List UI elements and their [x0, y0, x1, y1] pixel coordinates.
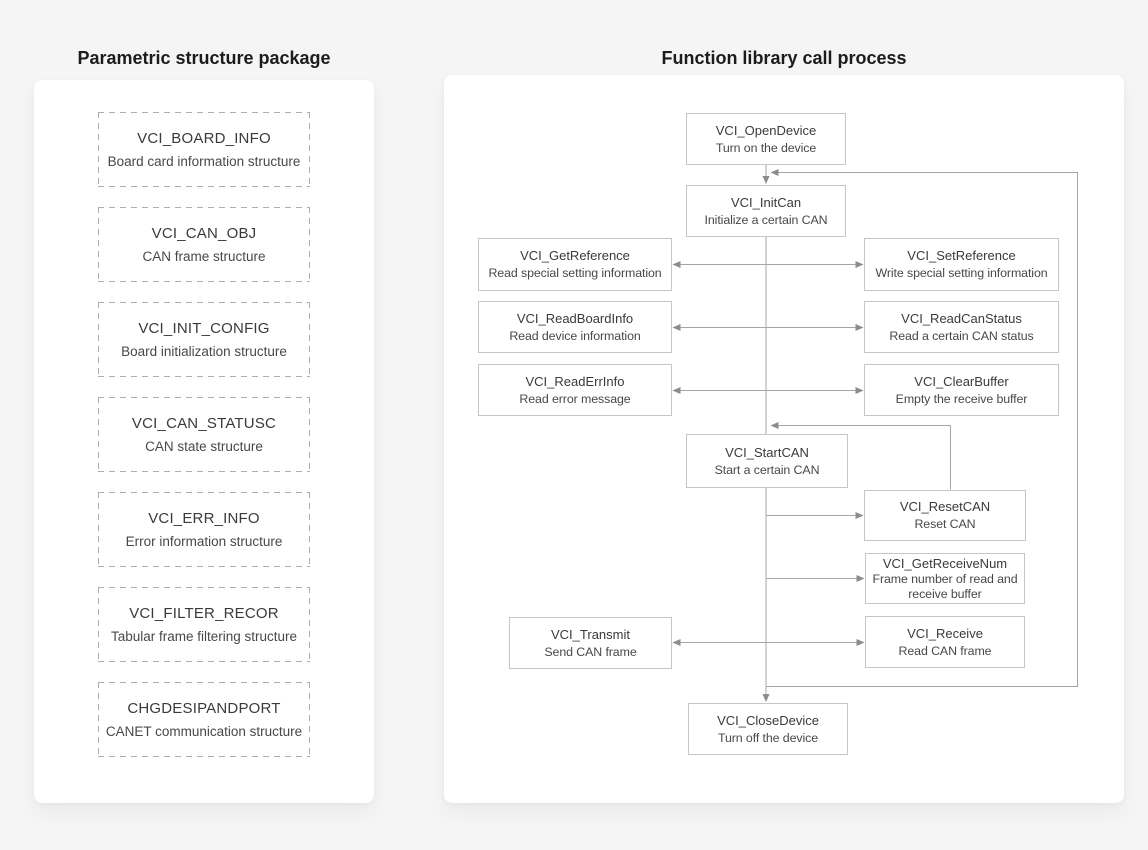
struct-desc: CAN state structure [145, 439, 263, 454]
node-desc: Read error message [519, 391, 631, 406]
struct-name: VCI_INIT_CONFIG [138, 320, 270, 337]
flow-node-vci-clearbuffer [864, 364, 1059, 416]
flow-node-vci-startcan [686, 434, 848, 488]
struct-box-vci-can-statusc [98, 397, 310, 472]
flow-node-vci-receive [865, 616, 1025, 668]
flow-node-vci-readcanstatus [864, 301, 1059, 353]
struct-list [34, 112, 374, 757]
struct-desc: Tabular frame filtering structure [110, 629, 298, 644]
node-desc: Write special setting information [875, 266, 1048, 281]
node-desc: Read special setting information [488, 266, 662, 281]
node-title: VCI_ReadCanStatus [901, 310, 1022, 326]
flow-node-vci-initcan [686, 185, 846, 237]
node-title: VCI_ReadErrInfo [525, 373, 625, 389]
struct-desc: CAN frame structure [142, 249, 266, 264]
node-desc: Read device information [509, 328, 641, 343]
node-desc: Read a certain CAN status [889, 328, 1034, 343]
flow-node-vci-transmit [509, 617, 672, 669]
node-title: VCI_InitCan [730, 194, 802, 210]
flow-node-vci-resetcan [864, 490, 1026, 541]
struct-name: VCI_CAN_STATUSC [131, 415, 277, 432]
struct-desc: Error information structure [125, 534, 283, 549]
node-title: VCI_ReadBoardInfo [516, 310, 634, 326]
node-desc: Frame number of read and receive buffer [872, 572, 1018, 601]
node-title: VCI_ResetCAN [899, 499, 991, 515]
node-title: VCI_GetReceiveNum [882, 556, 1008, 572]
struct-name: VCI_ERR_INFO [148, 510, 260, 527]
flow-node-vci-readerrinfo [478, 364, 672, 416]
flow-node-vci-setreference [864, 238, 1059, 291]
node-title: VCI_StartCAN [725, 444, 809, 460]
flow-node-vci-opendevice [686, 113, 846, 165]
struct-box-vci-filter-recor [98, 587, 310, 662]
node-title: VCI_Receive [907, 625, 983, 641]
node-desc: Reset CAN [914, 517, 976, 532]
node-title: VCI_ClearBuffer [914, 373, 1009, 389]
flow-node-vci-getreceivenum [865, 553, 1025, 604]
struct-box-chgdesipandport [98, 682, 310, 757]
struct-name: VCI_BOARD_INFO [137, 130, 271, 147]
flow-node-vci-getreference [478, 238, 672, 291]
parametric-structure-card [34, 80, 374, 803]
node-title: VCI_OpenDevice [715, 122, 817, 138]
struct-desc: Board card information structure [107, 154, 301, 169]
node-title: VCI_Transmit [551, 626, 630, 642]
flow-node-vci-closedevice [688, 703, 848, 755]
right-panel-title: Function library call process [661, 48, 907, 68]
struct-desc: Board initialization structure [121, 344, 287, 359]
node-desc: Read CAN frame [898, 643, 992, 658]
struct-box-vci-init-config [98, 302, 310, 377]
struct-box-vci-can-obj [98, 207, 310, 282]
node-title: VCI_SetReference [907, 248, 1016, 264]
node-desc: Turn off the device [717, 730, 819, 745]
struct-desc: CANET communication structure [105, 724, 303, 739]
node-title: VCI_CloseDevice [717, 712, 819, 728]
node-title: VCI_GetReference [520, 248, 630, 264]
node-desc: Start a certain CAN [714, 462, 820, 477]
struct-box-vci-board-info [98, 112, 310, 187]
node-desc: Turn on the device [715, 140, 817, 155]
left-panel-title: Parametric structure package [77, 48, 331, 68]
struct-box-vci-err-info [98, 492, 310, 567]
function-flowchart-card [444, 75, 1124, 803]
struct-name: VCI_CAN_OBJ [151, 225, 257, 242]
struct-name: CHGDESIPANDPORT [127, 700, 281, 717]
node-desc: Empty the receive buffer [895, 391, 1028, 406]
node-desc: Send CAN frame [544, 644, 637, 659]
struct-name: VCI_FILTER_RECOR [129, 605, 279, 622]
node-desc: Initialize a certain CAN [704, 212, 828, 227]
flow-node-vci-readboardinfo [478, 301, 672, 353]
